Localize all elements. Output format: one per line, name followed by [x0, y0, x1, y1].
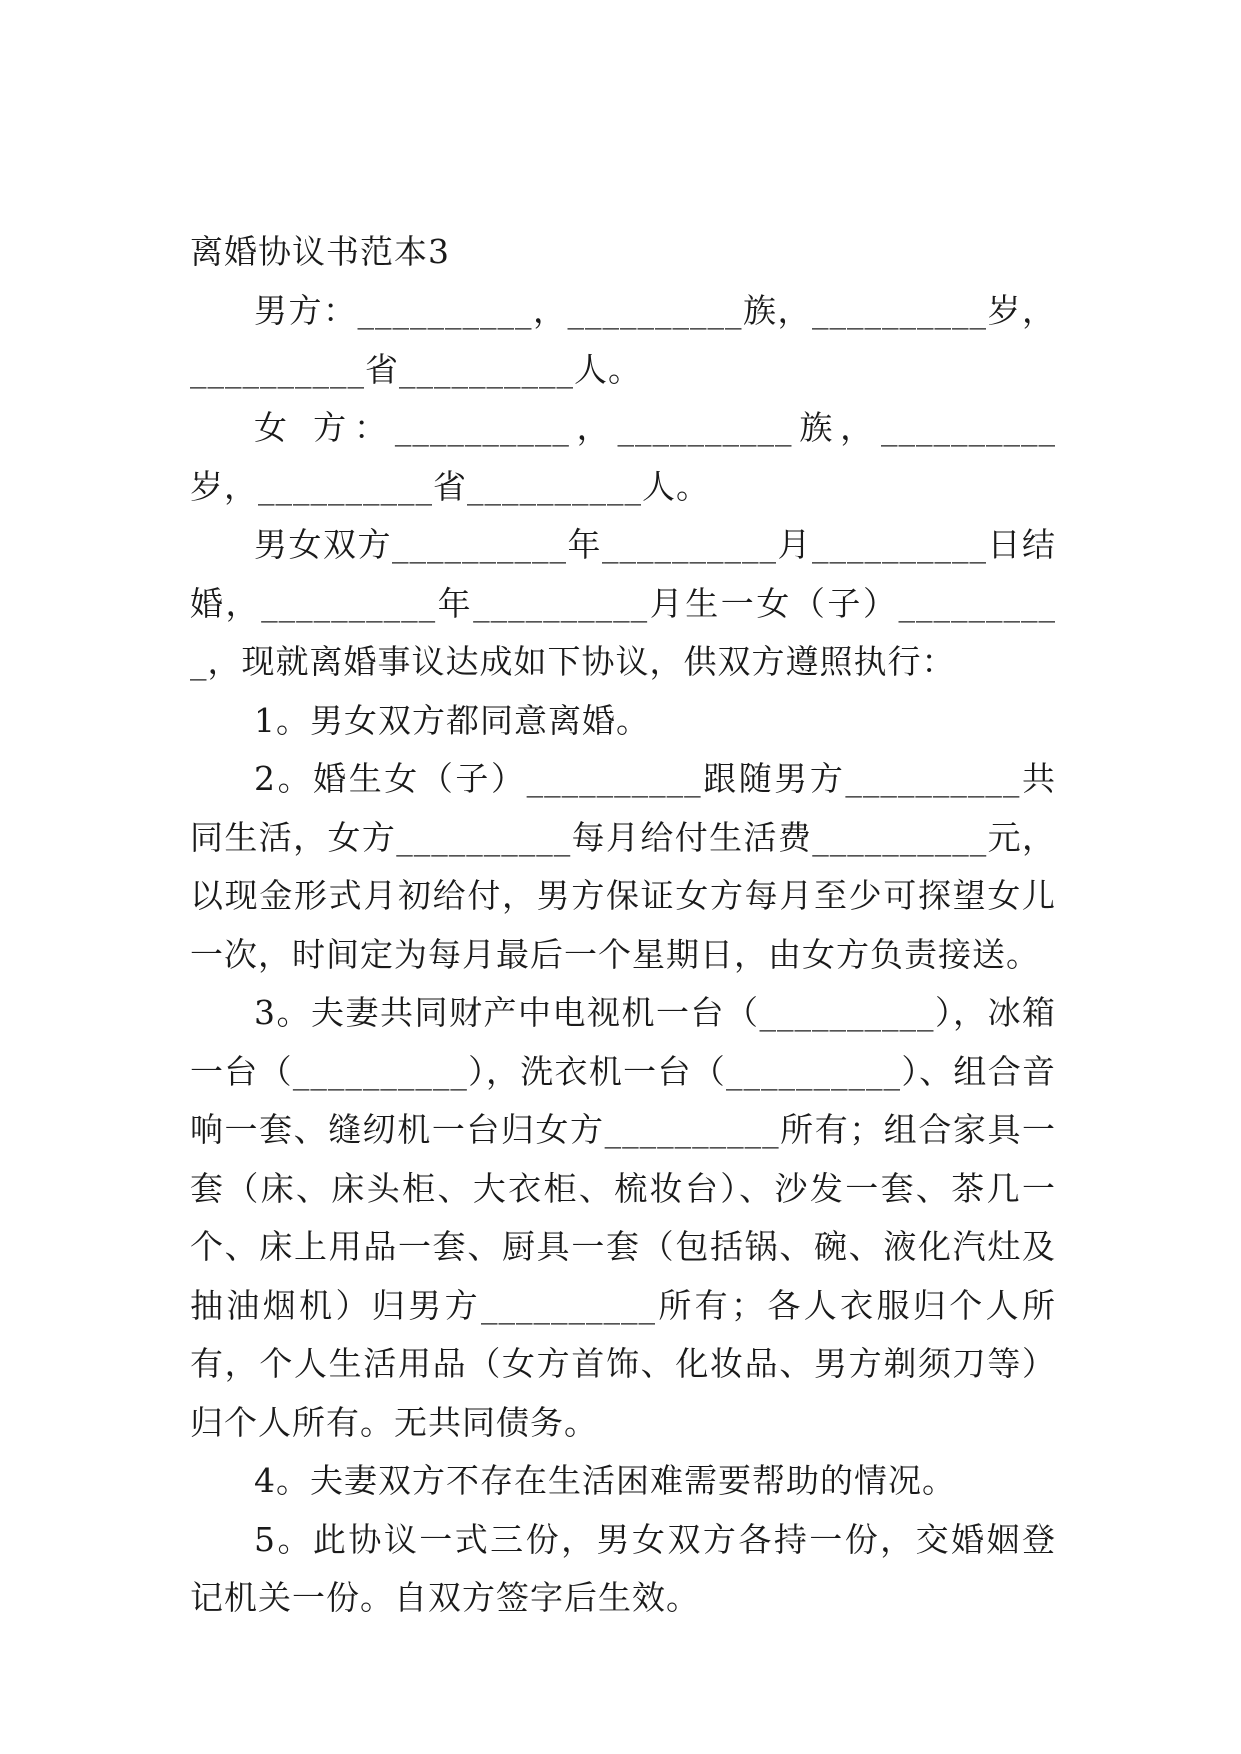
clause-3: 3。夫妻共同财产中电视机一台（__________），冰箱一台（__________），洗衣机一台（__________）、组合音响一套、缝纫机一台归女方__________所有；组合家具一套（床、床头柜、大衣柜、梳妆台）、沙发一套、茶几一个、床上用品一套、厨具一套（包括锅、碗、液化汽灶及抽油烟机）归男方__________所有；各人衣服归个人所有，个人生活用品（女方首饰、化妆品、男方剃须刀等）归个人所有。无共同债务。	[190, 993, 1056, 1442]
clause-1: 1。男女双方都同意离婚。	[254, 700, 650, 740]
document-title: 离婚协议书范本3	[190, 232, 450, 271]
paragraph-female-party: 女 方：__________，__________族，__________岁，__________省__________人。	[190, 408, 1056, 506]
paragraph-marriage-info: 男女双方__________年__________月__________日结婚，__________年__________月生一女（子）__________，现就离婚事议达成如下协议，供双方遵照执行：	[190, 525, 1056, 681]
document-body	[190, 222, 1056, 1628]
clause-2: 2。婚生女（子）__________跟随男方__________共同生活，女方__________每月给付生活费__________元，以现金形式月初给付，男方保证女方每月至少可探望女儿一次，时间定为每月最后一个星期日，由女方负责接送。	[190, 759, 1056, 974]
clause-4: 4。夫妻双方不存在生活困难需要帮助的情况。	[254, 1461, 956, 1500]
clause-5: 5。此协议一式三份，男女双方各持一份，交婚姻登记机关一份。自双方签字后生效。	[190, 1519, 1056, 1617]
paragraph-male-party: 男方：__________，__________族，__________岁，__________省__________人。	[190, 291, 1056, 389]
